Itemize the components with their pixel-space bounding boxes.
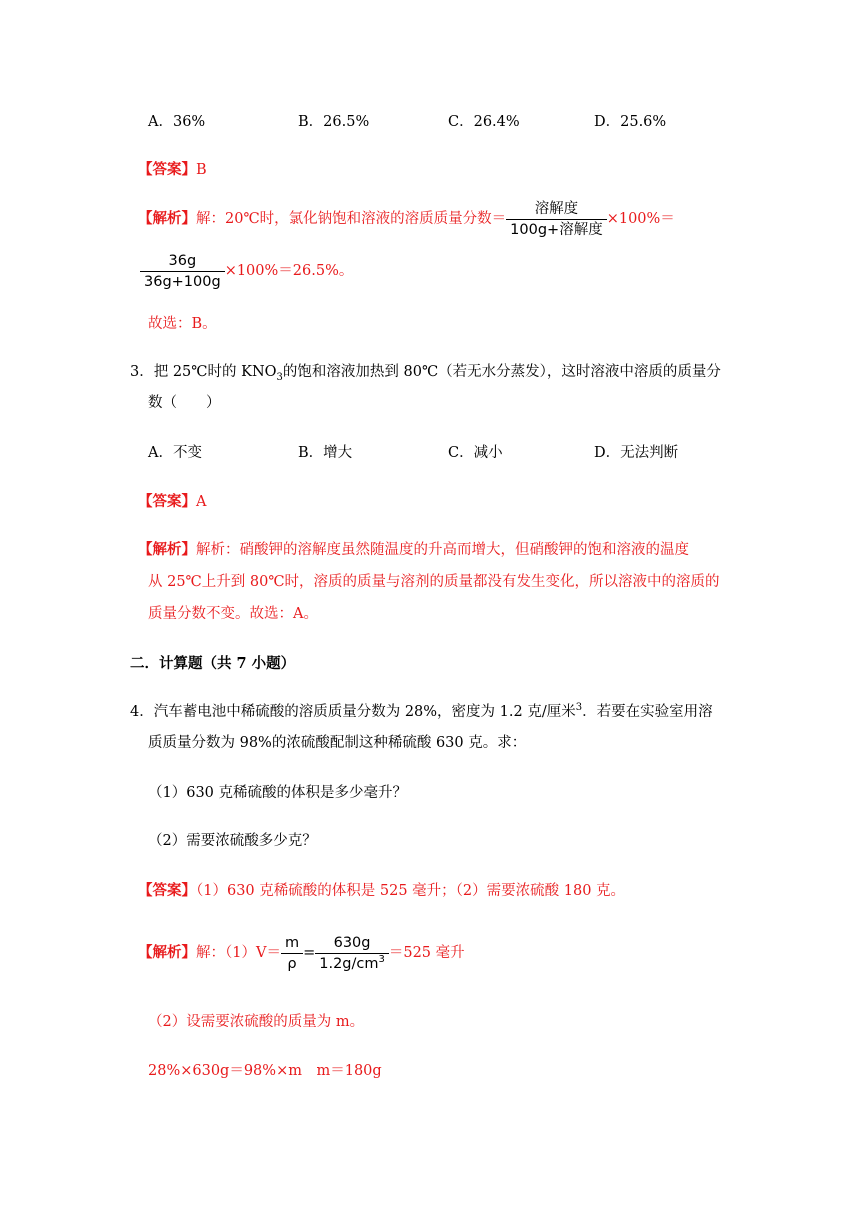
answer-value: B (196, 162, 207, 178)
q2-option-c: C．26.4% (448, 114, 520, 130)
q2-option-b: B．26.5% (298, 114, 370, 130)
denominator-text: 1.2g/cm (319, 955, 379, 972)
q4-subquestion-1: （1）630 克稀硫酸的体积是多少毫升？ (148, 785, 408, 801)
q3-option-b: B．增大 (298, 445, 353, 461)
q2-analysis-line2 (140, 248, 353, 294)
answer-tag: 【答案】 (138, 161, 196, 178)
section-title: 二．计算题（共 7 小题） (130, 655, 296, 672)
subscript: 3 (276, 371, 283, 383)
analysis-text: ×100%＝ (606, 211, 675, 227)
q3-analysis-line1 (138, 540, 689, 560)
analysis-text: 解析：硝酸钾的溶解度虽然随温度的升高而增大，但硝酸钾的饱和溶液的温度 (196, 542, 689, 558)
q4-subquestion-2: （2）需要浓硫酸多少克？ (148, 833, 317, 849)
analysis-text: ＝525 毫升 (388, 945, 465, 961)
q2-answer (138, 160, 207, 180)
q4-analysis-line1 (138, 930, 465, 976)
q3-option-c: C．减小 (448, 445, 503, 461)
q4-text: 4．汽车蓄电池中稀硫酸的溶质质量分数为 28%，密度为 1.2 克/厘米 (130, 704, 576, 720)
fraction-numerator: 溶解度 (534, 200, 579, 217)
q3-option-a: A．不变 (148, 445, 202, 461)
fraction-numerator: m (284, 934, 300, 951)
answer-value: （1）630 克稀硫酸的体积是 525 毫升；（2）需要浓硫酸 180 克。 (196, 883, 626, 899)
q2-conclusion: 故选：B。 (148, 316, 217, 332)
q3-stem-line1 (130, 362, 721, 382)
q2-option-a: A．36% (148, 114, 206, 130)
fraction-calculation (140, 252, 225, 291)
q4-answer (138, 881, 625, 901)
analysis-text: 解：20℃时，氯化钠饱和溶液的溶质质量分数＝ (196, 211, 507, 227)
superscript: 3 (575, 702, 583, 714)
q4-stem-line2: 质质量分数为 98%的浓硫酸配制这种稀硫酸 630 克。求： (148, 735, 527, 751)
q3-analysis-line3: 质量分数不变。故选：A。 (148, 606, 318, 622)
q4-text: ．若要在实验室用溶 (582, 704, 713, 720)
fraction-volume-calc (315, 934, 389, 973)
q3-answer (138, 492, 206, 512)
q3-option-d: D．无法判断 (594, 445, 679, 461)
analysis-text: 解：（1）V＝ (196, 945, 281, 961)
q3-text: 3．把 25℃时的 KNO (130, 364, 277, 380)
q3-stem-line2: 数（ ） (148, 395, 221, 411)
fraction-denominator: ρ (281, 953, 303, 973)
q4-analysis-step2: （2）设需要浓硫酸的质量为 m。 (148, 1014, 365, 1030)
fraction-volume-formula (281, 934, 303, 973)
fraction-solubility (506, 200, 607, 239)
q4-stem-line1 (130, 702, 713, 722)
q4-analysis-step3: 28%×630g＝98%×m m＝180g (148, 1063, 382, 1079)
equals-sign: = (303, 945, 316, 961)
q2-analysis-line1 (138, 196, 675, 242)
q3-analysis-line2: 从 25℃上升到 80℃时，溶质的质量与溶剂的质量都没有发生变化，所以溶液中的溶质的 (148, 574, 720, 590)
q3-text: 的饱和溶液加热到 80℃（若无水分蒸发），这时溶液中溶质的质量分 (282, 364, 721, 380)
answer-tag: 【答案】 (138, 882, 196, 899)
fraction-denominator (315, 953, 389, 973)
fraction-denominator: 36g+100g (140, 271, 225, 291)
answer-value: A (196, 494, 207, 510)
fraction-denominator: 100g+溶解度 (506, 219, 607, 239)
analysis-text: ×100%＝26.5%。 (224, 263, 354, 279)
superscript: 3 (378, 953, 385, 965)
q2-option-d: D．25.6% (594, 114, 667, 130)
fraction-numerator: 36g (168, 252, 197, 269)
analysis-tag: 【解析】 (138, 944, 196, 961)
analysis-tag: 【解析】 (138, 210, 196, 227)
answer-tag: 【答案】 (138, 493, 196, 510)
fraction-numerator: 630g (333, 934, 371, 951)
analysis-tag: 【解析】 (138, 541, 196, 558)
